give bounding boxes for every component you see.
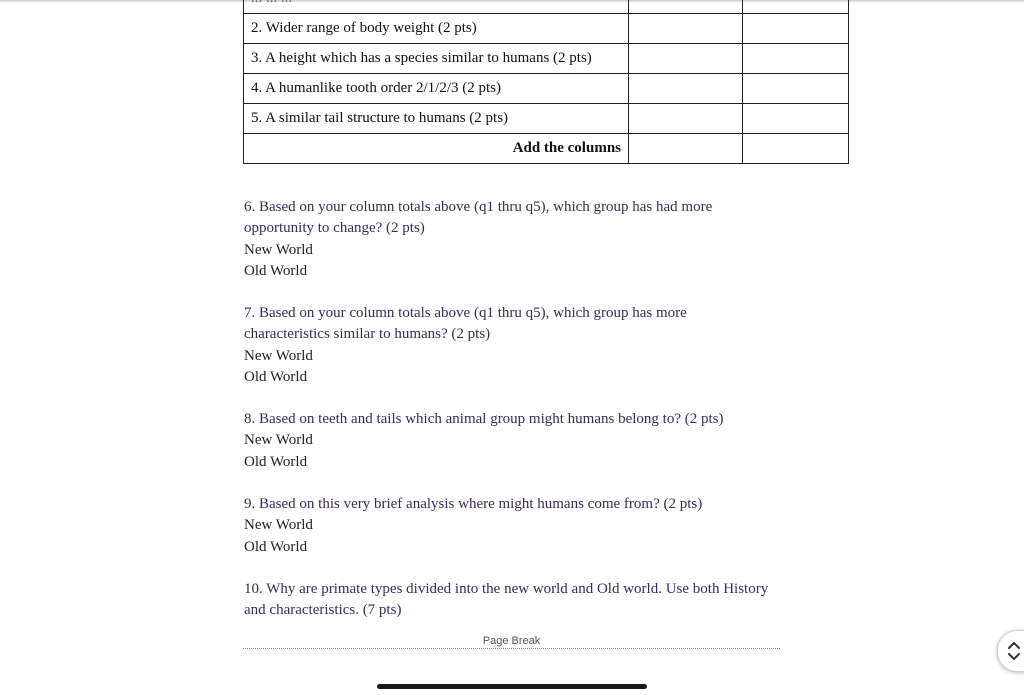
row-label: 3. A height which has a species similar to humans (2 pts) (244, 44, 629, 74)
row-label: 4. A humanlike tooth order 2/1/2/3 (2 pts) (244, 74, 629, 104)
chevron-up-down-icon (1007, 639, 1021, 663)
comparison-table (243, 0, 849, 164)
old-world-cell[interactable] (743, 74, 849, 104)
new-world-total-cell[interactable] (629, 134, 743, 164)
old-world-cell[interactable] (743, 0, 849, 14)
old-world-cell[interactable] (743, 44, 849, 74)
option-old-world[interactable]: Old World (244, 368, 308, 385)
new-world-cell[interactable] (629, 0, 743, 14)
row-label (244, 0, 629, 14)
new-world-cell[interactable] (629, 74, 743, 104)
total-row (244, 134, 849, 164)
page-break-label: Page Break (482, 635, 541, 647)
question-text: 9. Based on this very brief analysis where might humans come from? (2 pts) (244, 496, 703, 512)
question-text: 10. Why are primate types divided into the new world and Old world. Use both History and characteristics. (7 pts) (244, 581, 769, 619)
option-old-world[interactable]: Old World (244, 538, 308, 555)
question-8 (244, 409, 804, 473)
total-label: Add the columns (244, 134, 629, 164)
page-break-divider (243, 634, 780, 649)
horizontal-scroll-indicator[interactable] (377, 684, 647, 689)
new-world-cell[interactable] (629, 14, 743, 44)
option-new-world[interactable]: New World (244, 517, 313, 534)
old-world-cell[interactable] (743, 14, 849, 44)
option-new-world[interactable]: New World (244, 241, 313, 258)
question-10 (244, 579, 774, 622)
option-old-world[interactable]: Old World (244, 453, 308, 470)
question-7 (244, 303, 764, 388)
option-old-world[interactable]: Old World (244, 262, 308, 279)
new-world-cell[interactable] (629, 44, 743, 74)
question-6 (244, 197, 764, 282)
table-row (244, 0, 849, 14)
row-label: 5. A similar tail structure to humans (2 pts) (244, 104, 629, 134)
table-row (244, 44, 849, 74)
option-new-world[interactable]: New World (244, 347, 313, 364)
question-9 (244, 494, 804, 558)
table-row (244, 74, 849, 104)
option-new-world[interactable]: New World (244, 432, 313, 449)
page-nav-button[interactable] (997, 630, 1024, 672)
question-text: 8. Based on teeth and tails which animal group might humans belong to? (2 pts) (244, 411, 724, 427)
question-text: 6. Based on your column totals above (q1 thru q5), which group has had more opportunity to change? (2 pts) (244, 199, 713, 237)
new-world-cell[interactable] (629, 104, 743, 134)
table-row (244, 104, 849, 134)
row-label: 2. Wider range of body weight (2 pts) (244, 14, 629, 44)
question-text: 7. Based on your column totals above (q1 thru q5), which group has more characteristics similar to humans? (2 pts) (244, 305, 687, 343)
table-row (244, 14, 849, 44)
old-world-cell[interactable] (743, 104, 849, 134)
old-world-total-cell[interactable] (743, 134, 849, 164)
